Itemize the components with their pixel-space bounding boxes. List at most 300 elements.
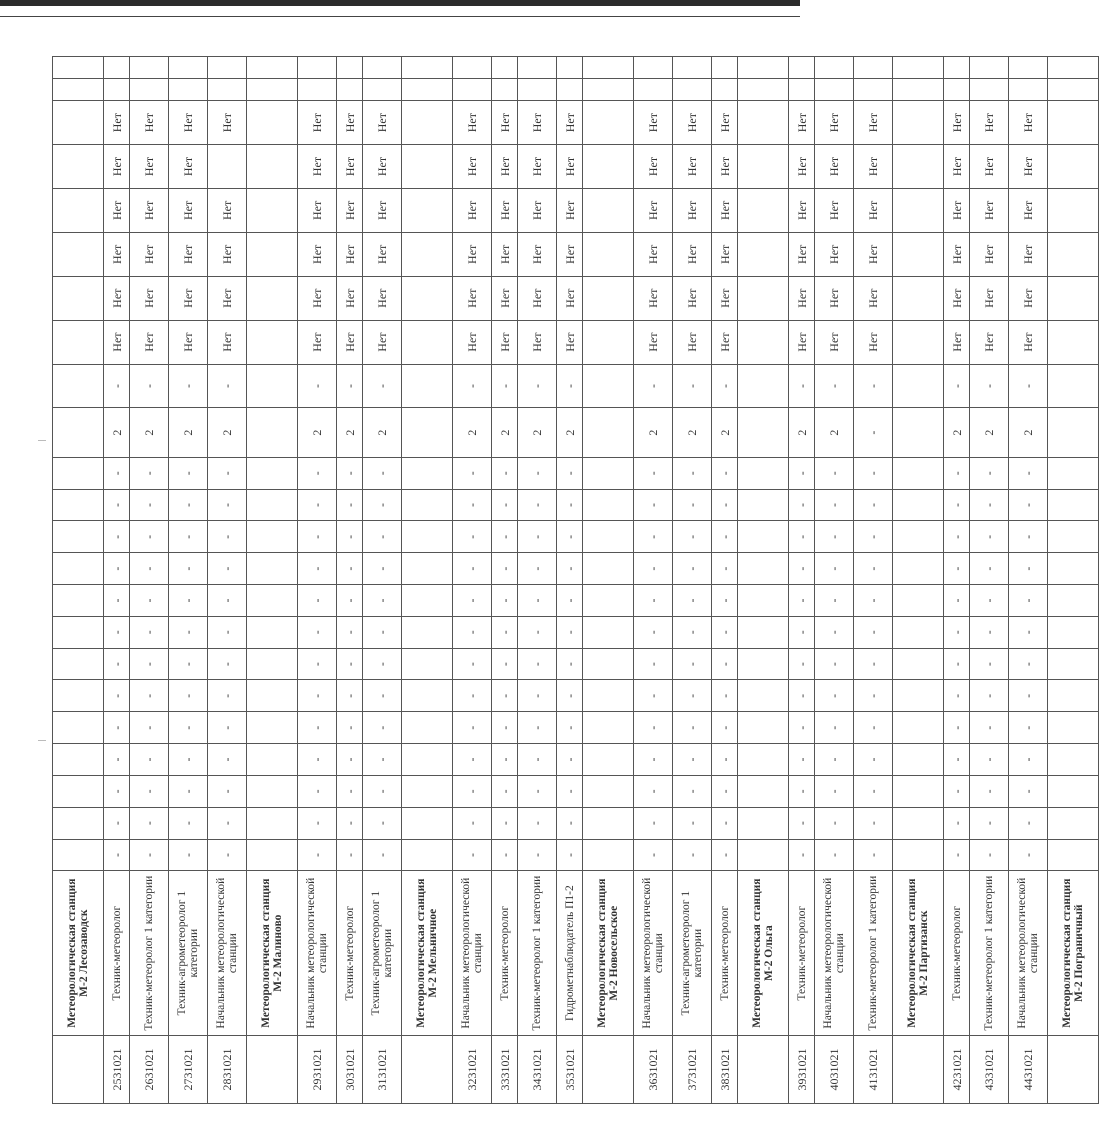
cell-col-18: Нет: [557, 320, 583, 364]
cell-col-12: -: [815, 553, 854, 585]
cell-col-18: Нет: [337, 320, 363, 364]
cell-col-22: Нет: [492, 145, 518, 189]
cell-col-3: -: [712, 839, 738, 871]
cell-col-5: -: [944, 775, 970, 807]
cell-col-22: Нет: [712, 145, 738, 189]
cell-col-10: -: [363, 616, 402, 648]
cell-col-25: [712, 57, 738, 79]
cell-col-20: [402, 232, 453, 276]
cell-col-24: [1048, 79, 1099, 101]
cell-col-11: -: [169, 585, 208, 617]
table-row: [712, 57, 738, 1104]
workplace-code: 4431021: [1009, 1035, 1048, 1103]
cell-col-20: Нет: [673, 232, 712, 276]
cell-col-8: -: [104, 680, 130, 712]
cell-col-23: Нет: [169, 101, 208, 145]
cell-col-8: -: [363, 680, 402, 712]
cell-col-11: -: [337, 585, 363, 617]
cell-col-23: Нет: [673, 101, 712, 145]
table-row: [673, 57, 712, 1104]
cell-col-21: Нет: [970, 188, 1009, 232]
cell-col-3: -: [1009, 839, 1048, 871]
cell-col-21: Нет: [789, 188, 815, 232]
cell-col-16: 2: [789, 408, 815, 457]
cell-col-24: [169, 79, 208, 101]
cell-col-11: -: [492, 585, 518, 617]
cell-col-16: 2: [557, 408, 583, 457]
table-row: [453, 57, 492, 1104]
cell-col-12: -: [130, 553, 169, 585]
cell-col-20: [1048, 232, 1099, 276]
cell-col-11: [893, 585, 944, 617]
cell-col-25: [970, 57, 1009, 79]
cell-col-12: -: [363, 553, 402, 585]
cell-col-3: -: [557, 839, 583, 871]
cell-col-9: [583, 648, 634, 680]
cell-col-17: -: [298, 364, 337, 408]
cell-col-10: -: [518, 616, 557, 648]
station-name: Метеорологическая станция М-2 Ольга: [738, 871, 789, 1036]
cell-col-9: -: [518, 648, 557, 680]
cell-col-22: [208, 145, 247, 189]
cell-col-12: -: [518, 553, 557, 585]
cell-col-17: -: [970, 364, 1009, 408]
workplace-code: [893, 1035, 944, 1103]
cell-col-17: -: [944, 364, 970, 408]
cell-col-17: -: [492, 364, 518, 408]
cell-col-18: [247, 320, 298, 364]
cell-col-20: Нет: [337, 232, 363, 276]
cell-col-16: 2: [634, 408, 673, 457]
cell-col-11: [738, 585, 789, 617]
cell-col-19: Нет: [492, 276, 518, 320]
cell-col-11: -: [944, 585, 970, 617]
cell-col-25: [402, 57, 453, 79]
cell-col-22: [247, 145, 298, 189]
cell-col-4: -: [854, 807, 893, 839]
cell-col-10: [402, 616, 453, 648]
cell-col-17: [738, 364, 789, 408]
workplace-code: 2531021: [104, 1035, 130, 1103]
cell-col-24: [970, 79, 1009, 101]
cell-col-9: -: [363, 648, 402, 680]
table-row: [970, 57, 1009, 1104]
cell-col-14: -: [712, 489, 738, 521]
cell-col-14: -: [970, 489, 1009, 521]
cell-col-13: -: [104, 521, 130, 553]
cell-col-20: Нет: [453, 232, 492, 276]
cell-col-19: Нет: [298, 276, 337, 320]
cell-col-19: Нет: [815, 276, 854, 320]
cell-col-9: -: [337, 648, 363, 680]
cell-col-5: -: [854, 775, 893, 807]
cell-col-15: [402, 457, 453, 489]
station-name: Метеорологическая станция М-2 Партизанск: [893, 871, 944, 1036]
cell-col-9: -: [557, 648, 583, 680]
cell-col-3: [893, 839, 944, 871]
workplace-code: 3931021: [789, 1035, 815, 1103]
cell-col-9: -: [854, 648, 893, 680]
cell-col-5: -: [298, 775, 337, 807]
cell-col-8: -: [673, 680, 712, 712]
cell-col-23: [402, 101, 453, 145]
position-name: Техник-метеоролог 1 категории: [130, 871, 169, 1036]
table-row: [298, 57, 337, 1104]
cell-col-20: Нет: [104, 232, 130, 276]
cell-col-5: -: [1009, 775, 1048, 807]
workplace-code: [53, 1035, 104, 1103]
cell-col-7: -: [970, 712, 1009, 744]
cell-col-20: Нет: [789, 232, 815, 276]
cell-col-5: [893, 775, 944, 807]
cell-col-9: -: [453, 648, 492, 680]
cell-col-3: [53, 839, 104, 871]
cell-col-17: -: [208, 364, 247, 408]
cell-col-10: [1048, 616, 1099, 648]
cell-col-18: Нет: [854, 320, 893, 364]
cell-col-14: -: [208, 489, 247, 521]
position-name: Техник-агрометеоролог 1 категории: [169, 871, 208, 1036]
cell-col-4: -: [634, 807, 673, 839]
cell-col-13: -: [815, 521, 854, 553]
cell-col-6: -: [492, 744, 518, 776]
cell-col-21: Нет: [169, 188, 208, 232]
cell-col-24: [130, 79, 169, 101]
position-name: Начальник метеорологической станции: [298, 871, 337, 1036]
cell-col-21: Нет: [492, 188, 518, 232]
cell-col-6: -: [815, 744, 854, 776]
cell-col-16: 2: [130, 408, 169, 457]
cell-col-24: [673, 79, 712, 101]
cell-col-4: -: [104, 807, 130, 839]
cell-col-17: -: [789, 364, 815, 408]
cell-col-22: Нет: [169, 145, 208, 189]
cell-col-21: Нет: [1009, 188, 1048, 232]
cell-col-7: [583, 712, 634, 744]
cell-col-10: -: [298, 616, 337, 648]
cell-col-23: Нет: [298, 101, 337, 145]
cell-col-8: -: [453, 680, 492, 712]
cell-col-11: -: [854, 585, 893, 617]
cell-col-3: [738, 839, 789, 871]
cell-col-17: -: [453, 364, 492, 408]
cell-col-6: -: [518, 744, 557, 776]
cell-col-15: [893, 457, 944, 489]
cell-col-7: -: [104, 712, 130, 744]
cell-col-16: 2: [298, 408, 337, 457]
cell-col-20: Нет: [492, 232, 518, 276]
cell-col-17: -: [854, 364, 893, 408]
cell-col-19: Нет: [363, 276, 402, 320]
cell-col-8: -: [970, 680, 1009, 712]
table-row: [557, 57, 583, 1104]
cell-col-15: -: [970, 457, 1009, 489]
cell-col-8: -: [337, 680, 363, 712]
position-name: Техник-метеоролог 1 категории: [970, 871, 1009, 1036]
cell-col-16: [738, 408, 789, 457]
workplace-code: 3531021: [557, 1035, 583, 1103]
cell-col-12: -: [169, 553, 208, 585]
cell-col-25: [557, 57, 583, 79]
cell-col-25: [673, 57, 712, 79]
cell-col-23: Нет: [492, 101, 518, 145]
cell-col-18: [583, 320, 634, 364]
cell-col-19: Нет: [1009, 276, 1048, 320]
cell-col-7: -: [453, 712, 492, 744]
workplace-code: 3331021: [492, 1035, 518, 1103]
cell-col-12: -: [557, 553, 583, 585]
cell-col-18: Нет: [1009, 320, 1048, 364]
cell-col-16: 2: [492, 408, 518, 457]
cell-col-5: -: [557, 775, 583, 807]
cell-col-22: Нет: [789, 145, 815, 189]
cell-col-13: -: [1009, 521, 1048, 553]
cell-col-19: Нет: [789, 276, 815, 320]
cell-col-8: -: [634, 680, 673, 712]
cell-col-9: -: [970, 648, 1009, 680]
cell-col-16: 2: [363, 408, 402, 457]
cell-col-16: [583, 408, 634, 457]
cell-col-6: -: [673, 744, 712, 776]
position-name: Техник-метеоролог: [789, 871, 815, 1036]
cell-col-3: -: [789, 839, 815, 871]
cell-col-25: [789, 57, 815, 79]
cell-col-6: [583, 744, 634, 776]
cell-col-10: -: [104, 616, 130, 648]
cell-col-22: [1048, 145, 1099, 189]
cell-col-4: -: [789, 807, 815, 839]
cell-col-7: -: [337, 712, 363, 744]
cell-col-18: Нет: [970, 320, 1009, 364]
cell-col-4: -: [169, 807, 208, 839]
cell-col-14: -: [557, 489, 583, 521]
cell-col-24: [557, 79, 583, 101]
workplace-code: [402, 1035, 453, 1103]
cell-col-18: Нет: [944, 320, 970, 364]
cell-col-12: [247, 553, 298, 585]
cell-col-9: -: [789, 648, 815, 680]
cell-col-22: Нет: [944, 145, 970, 189]
cell-col-4: -: [337, 807, 363, 839]
cell-col-14: -: [518, 489, 557, 521]
cell-col-14: -: [104, 489, 130, 521]
cell-col-10: -: [492, 616, 518, 648]
cell-col-21: [402, 188, 453, 232]
cell-col-7: [402, 712, 453, 744]
cell-col-14: -: [453, 489, 492, 521]
cell-col-14: [1048, 489, 1099, 521]
cell-col-16: [53, 408, 104, 457]
cell-col-15: -: [1009, 457, 1048, 489]
cell-col-15: [1048, 457, 1099, 489]
cell-col-7: -: [944, 712, 970, 744]
cell-col-4: -: [944, 807, 970, 839]
cell-col-3: -: [518, 839, 557, 871]
cell-col-13: -: [337, 521, 363, 553]
cell-col-12: -: [970, 553, 1009, 585]
cell-col-9: -: [169, 648, 208, 680]
cell-col-23: [583, 101, 634, 145]
cell-col-12: -: [789, 553, 815, 585]
cell-col-11: -: [557, 585, 583, 617]
cell-col-15: [583, 457, 634, 489]
cell-col-14: -: [634, 489, 673, 521]
cell-col-20: Нет: [634, 232, 673, 276]
cell-col-18: [738, 320, 789, 364]
workplace-code: 2931021: [298, 1035, 337, 1103]
cell-col-16: 2: [1009, 408, 1048, 457]
cell-col-12: -: [208, 553, 247, 585]
cell-col-7: -: [169, 712, 208, 744]
cell-col-23: Нет: [104, 101, 130, 145]
cell-col-25: [1009, 57, 1048, 79]
cell-col-3: -: [673, 839, 712, 871]
cell-col-20: Нет: [518, 232, 557, 276]
cell-col-5: [247, 775, 298, 807]
cell-col-6: -: [169, 744, 208, 776]
cell-col-5: -: [363, 775, 402, 807]
cell-col-24: [453, 79, 492, 101]
cell-col-5: -: [169, 775, 208, 807]
cell-col-8: [893, 680, 944, 712]
cell-col-16: [402, 408, 453, 457]
cell-col-18: Нет: [363, 320, 402, 364]
cell-col-24: [104, 79, 130, 101]
cell-col-19: Нет: [557, 276, 583, 320]
cell-col-15: -: [789, 457, 815, 489]
cell-col-8: -: [944, 680, 970, 712]
cell-col-6: [402, 744, 453, 776]
cell-col-6: -: [634, 744, 673, 776]
cell-col-5: [1048, 775, 1099, 807]
cell-col-10: -: [557, 616, 583, 648]
cell-col-25: [169, 57, 208, 79]
cell-col-16: [893, 408, 944, 457]
cell-col-18: Нет: [673, 320, 712, 364]
cell-col-24: [337, 79, 363, 101]
cell-col-20: Нет: [1009, 232, 1048, 276]
cell-col-16: 2: [337, 408, 363, 457]
cell-col-12: [53, 553, 104, 585]
cell-col-9: [53, 648, 104, 680]
cell-col-11: [402, 585, 453, 617]
cell-col-18: Нет: [789, 320, 815, 364]
cell-col-22: Нет: [104, 145, 130, 189]
cell-col-8: -: [1009, 680, 1048, 712]
cell-col-25: [492, 57, 518, 79]
cell-col-9: [738, 648, 789, 680]
cell-col-12: -: [298, 553, 337, 585]
cell-col-19: Нет: [169, 276, 208, 320]
cell-col-25: [247, 57, 298, 79]
cell-col-8: -: [854, 680, 893, 712]
cell-col-11: [1048, 585, 1099, 617]
cell-col-21: Нет: [104, 188, 130, 232]
cell-col-6: -: [337, 744, 363, 776]
cell-col-13: [247, 521, 298, 553]
cell-col-13: [738, 521, 789, 553]
cell-col-13: -: [518, 521, 557, 553]
cell-col-9: -: [673, 648, 712, 680]
cell-col-13: [1048, 521, 1099, 553]
cell-col-25: [337, 57, 363, 79]
cell-col-3: -: [104, 839, 130, 871]
cell-col-20: Нет: [130, 232, 169, 276]
cell-col-25: [518, 57, 557, 79]
cell-col-4: -: [518, 807, 557, 839]
cell-col-19: [53, 276, 104, 320]
cell-col-24: [815, 79, 854, 101]
cell-col-15: -: [104, 457, 130, 489]
cell-col-9: -: [815, 648, 854, 680]
cell-col-12: -: [854, 553, 893, 585]
position-name: Техник-метеоролог: [712, 871, 738, 1036]
cell-col-11: -: [712, 585, 738, 617]
cell-col-8: -: [557, 680, 583, 712]
station-heading-row: [402, 57, 453, 1104]
cell-col-16: 2: [104, 408, 130, 457]
cell-col-5: [583, 775, 634, 807]
station-name: Метеорологическая станция М-2 Лесозаводск: [53, 871, 104, 1036]
cell-col-8: -: [130, 680, 169, 712]
cell-col-11: -: [104, 585, 130, 617]
cell-col-14: -: [492, 489, 518, 521]
cell-col-22: Нет: [518, 145, 557, 189]
cell-col-7: -: [208, 712, 247, 744]
cell-col-3: -: [815, 839, 854, 871]
cell-col-13: -: [944, 521, 970, 553]
cell-col-24: [893, 79, 944, 101]
station-name: Метеорологическая станция М-2 Мельничное: [402, 871, 453, 1036]
cell-col-10: -: [169, 616, 208, 648]
cell-col-23: Нет: [557, 101, 583, 145]
cell-col-22: Нет: [815, 145, 854, 189]
cell-col-15: [247, 457, 298, 489]
cell-col-8: -: [492, 680, 518, 712]
cell-col-4: -: [298, 807, 337, 839]
cell-col-19: Нет: [944, 276, 970, 320]
position-name: Техник-метеоролог 1 категории: [854, 871, 893, 1036]
position-name: Начальник метеорологической станции: [1009, 871, 1048, 1036]
cell-col-23: [738, 101, 789, 145]
cell-col-15: -: [944, 457, 970, 489]
cell-col-25: [1048, 57, 1099, 79]
workplace-code: [738, 1035, 789, 1103]
cell-col-11: [53, 585, 104, 617]
cell-col-13: -: [854, 521, 893, 553]
table-row: [130, 57, 169, 1104]
cell-col-5: -: [492, 775, 518, 807]
cell-col-17: -: [169, 364, 208, 408]
cell-col-24: [53, 79, 104, 101]
cell-col-24: [492, 79, 518, 101]
cell-col-24: [247, 79, 298, 101]
workplace-code: 4131021: [854, 1035, 893, 1103]
cell-col-16: 2: [970, 408, 1009, 457]
cell-col-5: -: [815, 775, 854, 807]
cell-col-3: -: [298, 839, 337, 871]
cell-col-4: -: [712, 807, 738, 839]
cell-col-3: -: [169, 839, 208, 871]
cell-col-14: [893, 489, 944, 521]
cell-col-11: -: [970, 585, 1009, 617]
cell-col-19: Нет: [673, 276, 712, 320]
cell-col-8: -: [712, 680, 738, 712]
cell-col-24: [712, 79, 738, 101]
cell-col-24: [1009, 79, 1048, 101]
cell-col-7: -: [363, 712, 402, 744]
cell-col-3: -: [492, 839, 518, 871]
